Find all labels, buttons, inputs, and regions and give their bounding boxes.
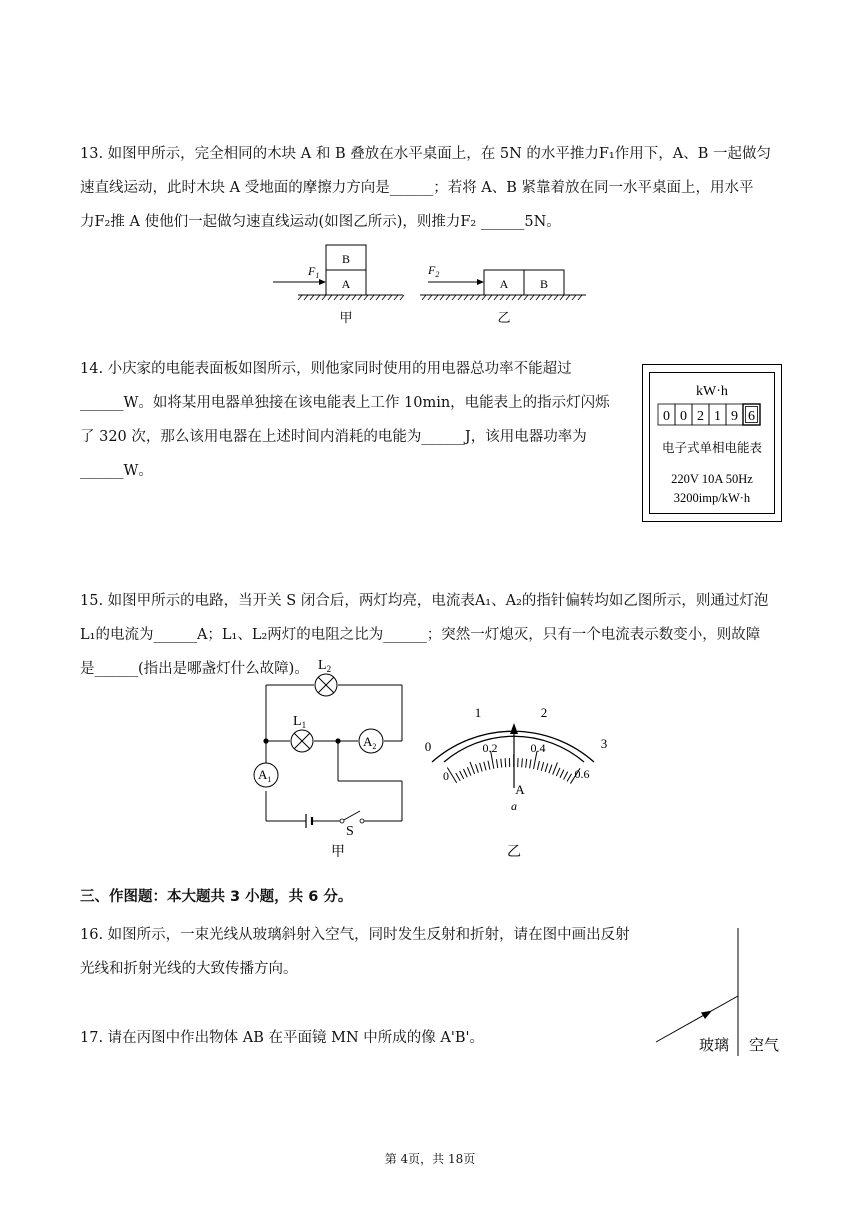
dial-top-label-2: 2 [540, 705, 548, 720]
q14-line-4: ______W。 [80, 463, 153, 479]
dial-tick [484, 762, 486, 771]
meter-digit-1: 0 [663, 409, 670, 424]
q13-figure [268, 238, 598, 330]
q13-block-b: B [341, 252, 351, 266]
dial-tick [564, 772, 568, 780]
dial-tick [470, 762, 475, 774]
dial-tick [530, 759, 531, 768]
dial-tick [475, 764, 478, 773]
q15-line-3: 是______(指出是哪盏灯什么故障)。 [80, 661, 309, 677]
svg-text:A2 [363, 734, 376, 751]
dial-tick [467, 767, 471, 775]
dial-tick [480, 763, 483, 772]
question-13 [80, 137, 780, 239]
lamp-l2-label: L [318, 658, 327, 673]
lamp-l1-label: L [293, 714, 302, 729]
q13-force1-sub: 1 [315, 271, 320, 280]
question-14 [80, 352, 640, 488]
q13-line-3: 力F₂推 A 使他们一起做匀速直线运动(如图乙所示)，则推力F₂ ______5N。 [80, 214, 561, 230]
q13-block-b2: B [539, 277, 549, 291]
dial-tick [545, 763, 548, 772]
q14-line-1: 14. 小庆家的电能表面板如图所示，则他家同时使用的用电器总功率不能超过 [80, 361, 572, 377]
dial-tick [501, 759, 502, 768]
question-16 [80, 918, 640, 986]
dial-tick [560, 770, 564, 778]
q16-refraction-figure [650, 926, 790, 1061]
meter-digit-4: 1 [714, 409, 721, 424]
q13-caption-right: 乙 [497, 310, 511, 325]
dial-bottom-label-1: 0.2 [482, 741, 498, 755]
lamp-l1-sub: 1 [301, 720, 307, 730]
dial-tick [526, 759, 527, 768]
dial-caption: 乙 [507, 845, 521, 860]
dial-tick [556, 768, 560, 776]
dial-tick [463, 769, 467, 777]
dial-top-label-1: 1 [474, 705, 482, 720]
q13-caption-left: 甲 [339, 310, 353, 325]
q14-line-2: ______W。如将某用电器单独接在该电能表上工作 10min，电能表上的指示灯闪烁 [80, 395, 610, 411]
dial-top-label-0: 0 [424, 739, 432, 754]
lamp-l2-sub: 2 [326, 664, 332, 674]
question-15 [80, 584, 780, 686]
dial-bottom-label-0: 0 [443, 769, 449, 783]
svg-text:A1 [258, 767, 271, 784]
meter-digit-6: 6 [748, 409, 755, 424]
dial-unit: A [515, 782, 525, 797]
dial-tick [522, 758, 523, 767]
section-3-title: 三、作图题：本大题共 3 小题，共 6 分。 [80, 889, 353, 905]
q13-force2-sub: 2 [435, 270, 440, 279]
dial-tick [488, 761, 490, 770]
question-17 [80, 1021, 640, 1055]
switch-s-label: S [346, 824, 354, 839]
dial-tick [541, 762, 543, 771]
svg-text:F2 [427, 263, 439, 279]
dial-bottom-label-3: 0.6 [574, 767, 590, 781]
dial-tick [537, 761, 539, 770]
svg-text:L1 [293, 714, 306, 730]
dial-bottom-label-2: 0.4 [530, 741, 546, 755]
q15-circuit-diagram [246, 655, 416, 865]
dial-pointer-label: a [511, 799, 517, 813]
q13-block-a2: A [499, 277, 509, 291]
q16-line-2: 光线和折射光线的大致传播方向。 [80, 961, 298, 977]
energy-meter [642, 364, 782, 522]
meter-unit: kW·h [696, 384, 728, 399]
svg-text:F1 [307, 264, 319, 280]
dial-top-label-3: 3 [600, 736, 608, 751]
q16-air-label: 空气 [748, 1038, 780, 1054]
dial-tick [456, 773, 460, 781]
q17-line-1: 17. 请在丙图中作出物体 AB 在平面镜 MN 中所成的像 A'B'。 [80, 1030, 484, 1046]
dial-tick [567, 774, 572, 782]
meter-spec-1: 220V 10A 50Hz [671, 472, 753, 486]
page-footer: 第 4页，共 18页 [384, 1152, 476, 1166]
ammeter-a2-label: A [363, 734, 373, 749]
meter-digit-2: 0 [680, 409, 687, 424]
q13-block-a: A [341, 277, 351, 291]
dial-tick [553, 762, 558, 774]
meter-digit-5: 9 [731, 409, 738, 424]
q13-force2: F [428, 263, 436, 277]
ammeter-a1-sub: 1 [267, 775, 272, 784]
q13-line-2: 速直线运动，此时木块 A 受地面的摩擦力方向是______；若将 A、B 紧靠着放在同一水平桌面上，用水平 [80, 180, 754, 196]
q14-line-3: 了 320 次，那么该用电器在上述时间内消耗的电能为______J，该用电器功率为 [80, 429, 587, 445]
svg-text:L2 [318, 658, 331, 674]
dial-tick [505, 758, 506, 767]
ammeter-a1-label: A [258, 767, 268, 782]
dial-tick [460, 771, 464, 779]
ammeter-a2-sub: 2 [372, 742, 377, 751]
circuit-caption: 甲 [331, 845, 345, 860]
meter-name: 电子式单相电能表 [661, 441, 763, 455]
ammeter-dial [414, 700, 620, 865]
dial-tick [497, 759, 498, 768]
meter-spec-2: 3200imp/kW·h [673, 491, 751, 505]
q16-line-1: 16. 如图所示，一束光线从玻璃斜射入空气，同时发生反射和折射，请在图中画出反射 [80, 927, 630, 943]
dial-tick [549, 765, 552, 773]
q16-glass-label: 玻璃 [698, 1038, 730, 1054]
q13-force1: F [308, 264, 316, 278]
q15-line-2: L₁的电流为______A；L₁、L₂两灯的电阻之比为______；突然一灯熄灭，只有一个电流表示数变小，则故障 [80, 627, 761, 643]
q13-line-1: 13. 如图甲所示，完全相同的木块 A 和 B 叠放在水平桌面上，在 5N 的水平推力F₁作用下，A、B 一起做匀 [80, 146, 771, 162]
meter-digit-3: 2 [697, 409, 704, 424]
q15-line-1: 15. 如图甲所示的电路，当开关 S 闭合后，两灯均亮，电流表A₁、A₂的指针偏转均如乙图所示，则通过灯泡 [80, 593, 769, 609]
